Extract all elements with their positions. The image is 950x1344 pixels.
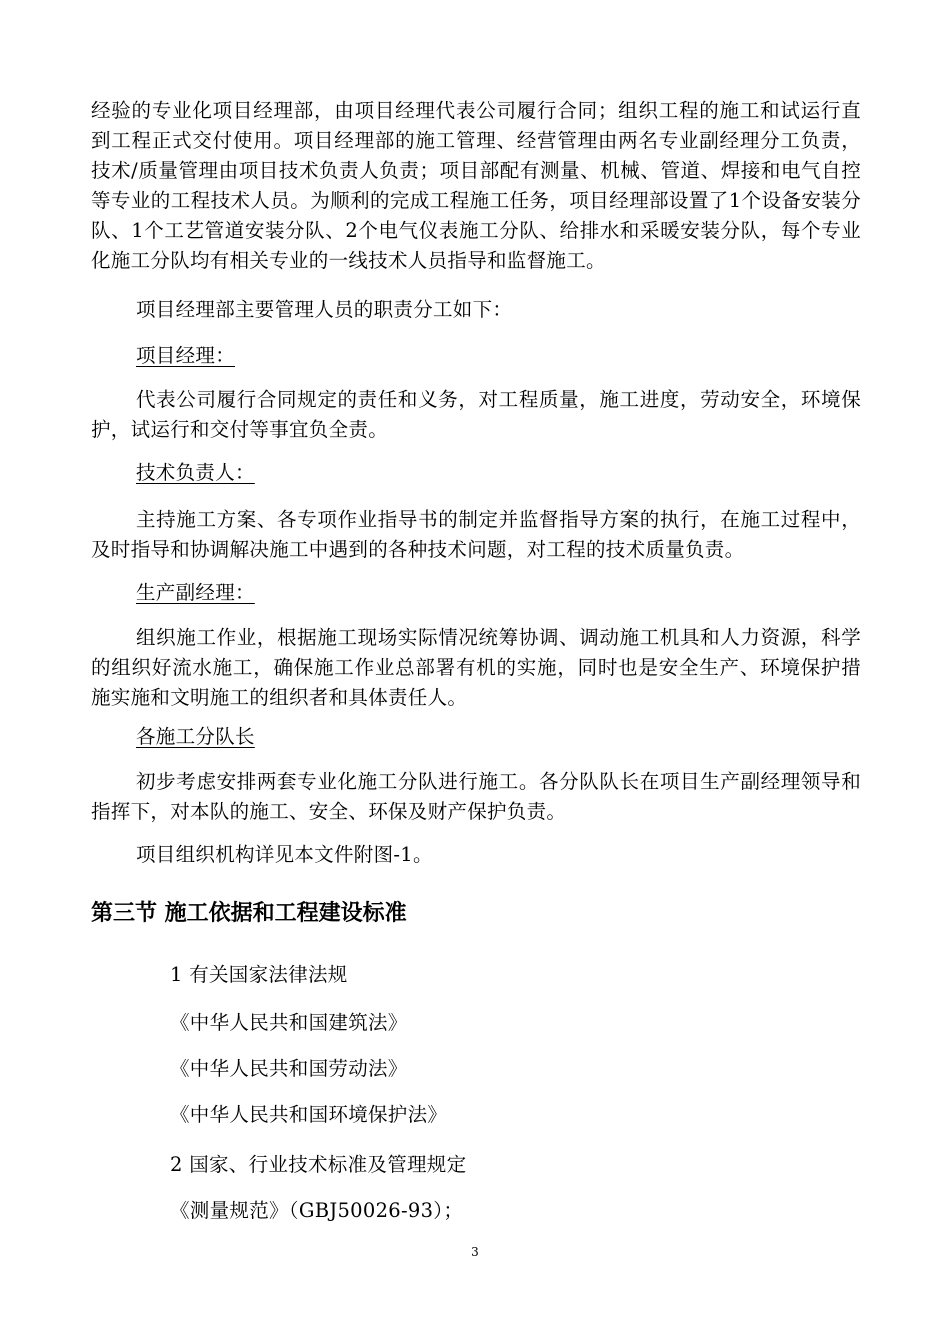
paragraph-organization: 经验的专业化项目经理部，由项目经理代表公司履行合同；组织工程的施工和试运行直到工程正式交付使用。项目经理部的施工管理、经营管理由两名专业副经理分工负责，技术/质量管理由项目技术负责人负责；项目部配有测量、机械、管道、焊接和电气自控等专业的工程技术人员。为顺利的完成工程施工任务，项目经理部设置了1个设备安装分队、1个工艺管道安装分队、2个电气仪表施工分队、给排水和采暖安装分队，每个专业化施工分队均有相关专业的一线技术人员指导和监督施工。 [91, 99, 861, 272]
role-title-technical-lead: 技术负责人： [136, 461, 255, 484]
role-title-project-manager: 项目经理： [136, 344, 236, 367]
role-desc-production-deputy: 组织施工作业，根据施工现场实际情况统筹协调、调动施工机具和人力资源，科学的组织好流水施工，确保施工作业总部署有机的实施，同时也是安全生产、环境保护措施实施和文明施工的组织者和具体责任人。 [91, 626, 861, 709]
role-title-team-leaders: 各施工分队长 [136, 725, 255, 748]
role-desc-project-manager: 代表公司履行合同规定的责任和义务，对工程质量，施工进度，劳动安全，环境保护，试运行和交付等事宜负全责。 [91, 388, 861, 441]
list-title-laws: 1 有关国家法律法规 [170, 963, 348, 986]
standard-item: 《测量规范》（GBJ50026-93）； [170, 1199, 464, 1222]
role-desc-technical-lead: 主持施工方案、各专项作业指导书的制定并监督指导方案的执行，在施工过程中，及时指导和协调解决施工中遇到的各种技术问题，对工程的技术质量负责。 [91, 508, 861, 561]
law-item: 《中华人民共和国劳动法》 [170, 1057, 408, 1080]
list-title-standards: 2 国家、行业技术标准及管理规定 [170, 1153, 467, 1176]
duties-intro: 项目经理部主要管理人员的职责分工如下： [136, 298, 513, 321]
org-chart-note: 项目组织机构详见本文件附图-1。 [136, 843, 433, 866]
role-title-production-deputy: 生产副经理： [136, 581, 255, 604]
role-desc-team-leaders: 初步考虑安排两套专业化施工分队进行施工。各分队队长在项目生产副经理领导和指挥下，对本队的施工、安全、环保及财产保护负责。 [91, 770, 861, 823]
law-item: 《中华人民共和国环境保护法》 [170, 1103, 448, 1126]
law-item: 《中华人民共和国建筑法》 [170, 1011, 408, 1034]
page-number: 3 [471, 1245, 479, 1259]
section-heading: 第三节 施工依据和工程建设标准 [91, 901, 407, 926]
